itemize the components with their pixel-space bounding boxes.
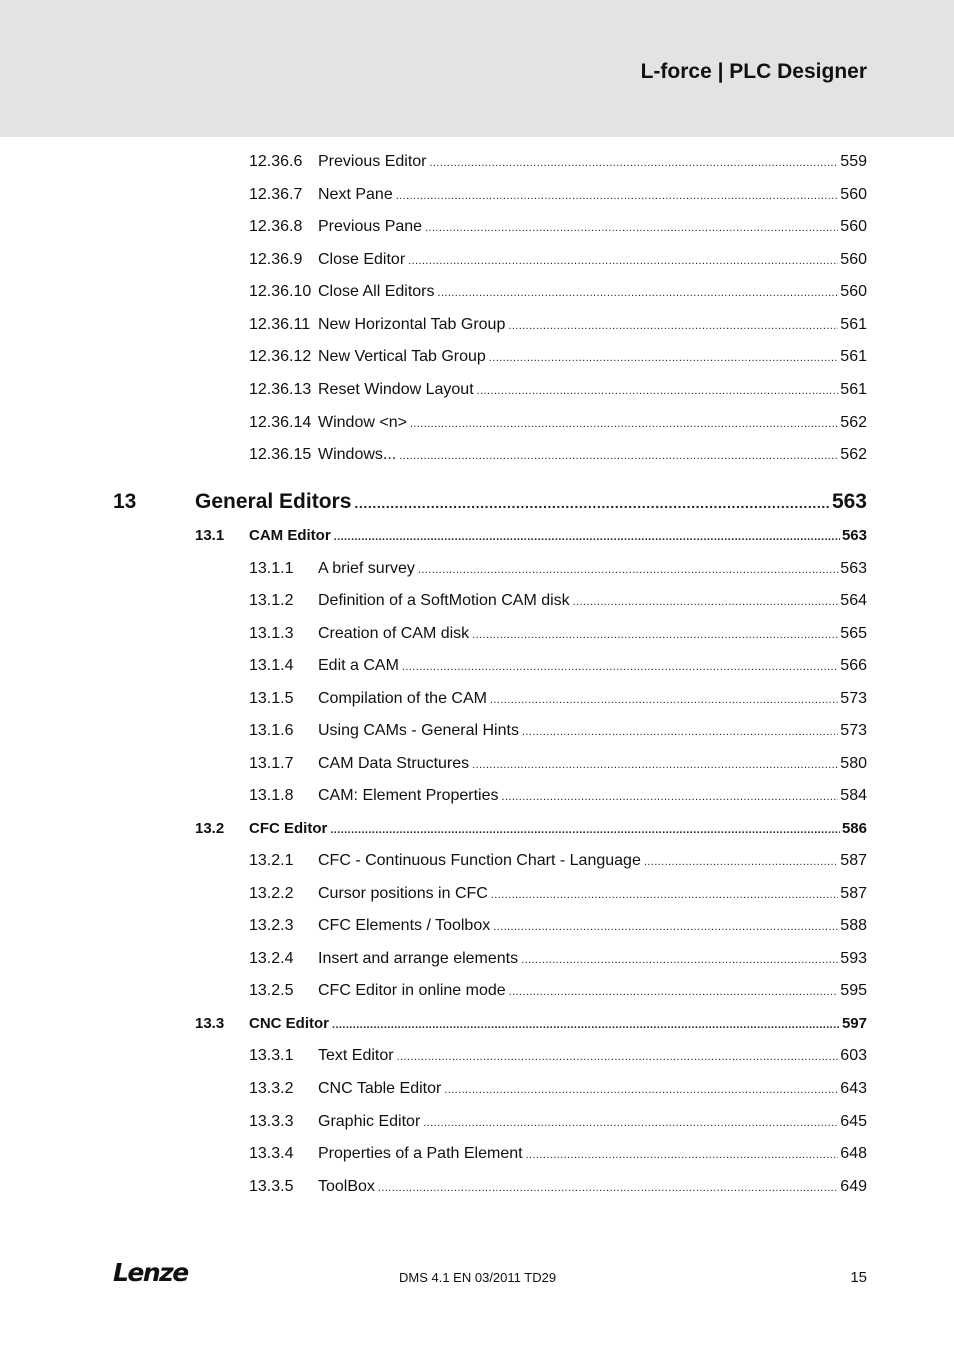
toc-entry[interactable] (249, 446, 867, 470)
toc-entry-number: 13.1.4 (249, 657, 294, 674)
toc-entry[interactable] (249, 251, 867, 275)
dot-leader (334, 531, 840, 543)
toc-entry-title: Graphic Editor (318, 1113, 421, 1130)
dot-leader (508, 320, 838, 332)
toc-entry-title: General Editors (195, 490, 352, 513)
toc-entry[interactable] (249, 885, 867, 909)
toc-entry-title: CFC - Continuous Function Chart - Language (318, 852, 641, 869)
toc-entry-number: 13.1.1 (249, 560, 294, 577)
toc-entry-title: CAM Editor (249, 527, 331, 544)
toc-entry-page: 588 (840, 917, 867, 934)
toc-entry-page: 563 (840, 560, 867, 577)
toc-entry-title: CFC Elements / Toolbox (318, 917, 491, 934)
toc-entry-page: 573 (840, 690, 867, 707)
toc-entry-title: CNC Table Editor (318, 1080, 442, 1097)
toc-entry-page: 560 (840, 251, 867, 268)
toc-entry-number: 13.2.2 (249, 885, 294, 902)
toc-entry[interactable] (249, 657, 867, 681)
toc-entry[interactable] (249, 592, 867, 616)
dot-leader (330, 824, 840, 836)
dot-leader (399, 450, 838, 462)
toc-entry-page: 584 (840, 787, 867, 804)
toc-entry-page: 597 (841, 1015, 867, 1032)
toc-entry-page: 586 (841, 820, 867, 837)
toc-entry[interactable] (249, 348, 867, 372)
toc-entry-title: CFC Editor (249, 820, 328, 837)
toc-entry-number: 12.36.8 (249, 218, 303, 235)
page-number: 15 (850, 1269, 867, 1286)
toc-entry-title: Edit a CAM (318, 657, 399, 674)
toc-entry[interactable] (249, 153, 867, 177)
toc-entry[interactable] (249, 381, 867, 405)
toc-entry[interactable] (249, 625, 867, 649)
toc-entry[interactable] (249, 852, 867, 876)
toc-entry[interactable] (249, 917, 867, 941)
toc-entry-page: 561 (840, 381, 867, 398)
toc-entry-title: Cursor positions in CFC (318, 885, 488, 902)
toc-entry[interactable] (249, 690, 867, 714)
toc-entry[interactable] (249, 722, 867, 746)
dot-leader (477, 385, 839, 397)
toc-entry[interactable] (249, 414, 867, 438)
toc-entry-title: CAM Data Structures (318, 755, 470, 772)
toc-entry-page: 564 (840, 592, 867, 609)
toc-entry-page: 563 (831, 490, 867, 513)
toc-entry[interactable] (195, 1015, 867, 1039)
dot-leader (425, 222, 838, 234)
toc-entry-page: 593 (840, 950, 867, 967)
toc-entry-number: 13.1.7 (249, 755, 294, 772)
toc-entry-number: 13.3.5 (249, 1178, 294, 1195)
dot-leader (397, 1051, 839, 1063)
toc-entry-title: New Vertical Tab Group (318, 348, 486, 365)
toc-entry-page: 560 (840, 218, 867, 235)
toc-entry-title: CAM: Element Properties (318, 787, 499, 804)
toc-entry[interactable] (195, 820, 867, 844)
toc-entry-number: 13.3.4 (249, 1145, 294, 1162)
dot-leader (332, 1019, 840, 1031)
toc-entry-page: 587 (840, 852, 867, 869)
dot-leader (354, 495, 830, 511)
toc-entry-number: 12.36.12 (249, 348, 312, 365)
toc-entry[interactable] (249, 186, 867, 210)
dot-leader (402, 661, 838, 673)
toc-entry-number: 12.36.9 (249, 251, 303, 268)
toc-entry-title: Reset Window Layout (318, 381, 474, 398)
toc-entry-title: Close All Editors (318, 283, 435, 300)
toc-entry-page: 649 (840, 1178, 867, 1195)
toc-entry-page: 565 (840, 625, 867, 642)
document-title: L-force | PLC Designer (640, 60, 867, 83)
toc-entry[interactable] (113, 490, 867, 520)
toc-entry-page: 643 (840, 1080, 867, 1097)
dot-leader (493, 921, 838, 933)
toc-entry-title: A brief survey (318, 560, 415, 577)
dot-leader (438, 287, 839, 299)
toc-entry-page: 573 (840, 722, 867, 739)
toc-entry-title: Using CAMs - General Hints (318, 722, 519, 739)
dot-leader (573, 596, 839, 608)
toc-entry[interactable] (249, 982, 867, 1006)
dot-leader (509, 986, 839, 998)
lenze-logo: Lenze (113, 1258, 188, 1287)
toc-entry-number: 13.1.6 (249, 722, 294, 739)
toc-entry[interactable] (249, 950, 867, 974)
dot-leader (378, 1182, 838, 1194)
toc-entry-title: Previous Editor (318, 153, 427, 170)
toc-entry-title: Properties of a Path Element (318, 1145, 523, 1162)
toc-entry-title: Window <n> (318, 414, 407, 431)
toc-entry-number: 13.1.8 (249, 787, 294, 804)
toc-entry-number: 13.2.3 (249, 917, 294, 934)
toc-entry-page: 587 (840, 885, 867, 902)
toc-entry[interactable] (249, 1145, 867, 1169)
dot-leader (521, 954, 838, 966)
toc-entry-title: Windows... (318, 446, 397, 463)
dot-leader (522, 726, 838, 738)
toc-entry-number: 12.36.14 (249, 414, 312, 431)
toc-entry-number: 12.36.11 (249, 316, 311, 333)
toc-entry-page: 645 (840, 1113, 867, 1130)
toc-entry-number: 13.1.5 (249, 690, 294, 707)
toc-entry-title: Previous Pane (318, 218, 423, 235)
document-identifier: DMS 4.1 EN 03/2011 TD29 (399, 1270, 557, 1285)
dot-leader (489, 352, 839, 364)
toc-entry-title: Next Pane (318, 186, 393, 203)
toc-entry-title: ToolBox (318, 1178, 375, 1195)
toc-entry-title: Insert and arrange elements (318, 950, 519, 967)
header-band (0, 0, 954, 137)
dot-leader (408, 255, 838, 267)
toc-entry-page: 562 (840, 446, 867, 463)
toc-entry-title: New Horizontal Tab Group (318, 316, 506, 333)
toc-entry-number: 12.36.10 (249, 283, 312, 300)
toc-entry-page: 603 (840, 1047, 867, 1064)
toc-entry-number: 13.3.3 (249, 1113, 294, 1130)
toc-entry-number: 13.2.4 (249, 950, 294, 967)
dot-leader (502, 791, 839, 803)
toc-entry[interactable] (249, 1113, 867, 1137)
toc-entry-title: CFC Editor in online mode (318, 982, 506, 999)
toc-entry[interactable] (249, 218, 867, 242)
dot-leader (644, 856, 838, 868)
toc-entry-title: CNC Editor (249, 1015, 329, 1032)
toc-entry[interactable] (249, 560, 867, 584)
dot-leader (526, 1149, 839, 1161)
toc-entry-number: 12.36.15 (249, 446, 312, 463)
dot-leader (430, 157, 839, 169)
dot-leader (472, 629, 838, 641)
toc-entry-page: 561 (840, 316, 867, 333)
toc-entry-title: Text Editor (318, 1047, 394, 1064)
toc-entry-page: 648 (840, 1145, 867, 1162)
toc-entry-page: 559 (840, 153, 867, 170)
toc-entry[interactable] (249, 1080, 867, 1104)
toc-entry-number: 13.1 (195, 527, 225, 544)
toc-entry-number: 13.3.2 (249, 1080, 294, 1097)
dot-leader (472, 759, 838, 771)
toc-entry-page: 595 (840, 982, 867, 999)
dot-leader (396, 190, 839, 202)
toc-entry-title: Definition of a SoftMotion CAM disk (318, 592, 570, 609)
toc-entry-page: 562 (840, 414, 867, 431)
toc-entry-number: 12.36.7 (249, 186, 303, 203)
dot-leader (491, 889, 838, 901)
toc-entry-number: 12.36.13 (249, 381, 312, 398)
toc-entry-number: 13 (113, 490, 137, 513)
toc-entry-number: 12.36.6 (249, 153, 303, 170)
toc-entry-number: 13.3.1 (249, 1047, 294, 1064)
toc-entry-title: Compilation of the CAM (318, 690, 487, 707)
toc-entry-page: 560 (840, 283, 867, 300)
dot-leader (490, 694, 838, 706)
toc-entry-number: 13.2.1 (249, 852, 294, 869)
toc-entry[interactable] (249, 787, 867, 811)
toc-entry-number: 13.2.5 (249, 982, 294, 999)
dot-leader (410, 418, 838, 430)
toc-entry-page: 566 (840, 657, 867, 674)
dot-leader (418, 564, 838, 576)
toc-entry[interactable] (249, 1047, 867, 1071)
toc-entry-page: 561 (840, 348, 867, 365)
toc-entry-page: 563 (841, 527, 867, 544)
toc-entry-page: 580 (840, 755, 867, 772)
toc-entry-number: 13.1.3 (249, 625, 294, 642)
toc-entry-page: 560 (840, 186, 867, 203)
toc-entry-number: 13.1.2 (249, 592, 294, 609)
dot-leader (423, 1117, 838, 1129)
dot-leader (444, 1084, 838, 1096)
toc-entry[interactable] (249, 1178, 867, 1202)
toc-entry-number: 13.3 (195, 1015, 225, 1032)
toc-entry[interactable] (195, 527, 867, 551)
toc-entry[interactable] (249, 316, 867, 340)
toc-entry-title: Creation of CAM disk (318, 625, 470, 642)
toc-entry[interactable] (249, 755, 867, 779)
toc-entry[interactable] (249, 283, 867, 307)
toc-entry-title: Close Editor (318, 251, 406, 268)
toc-entry-number: 13.2 (195, 820, 225, 837)
